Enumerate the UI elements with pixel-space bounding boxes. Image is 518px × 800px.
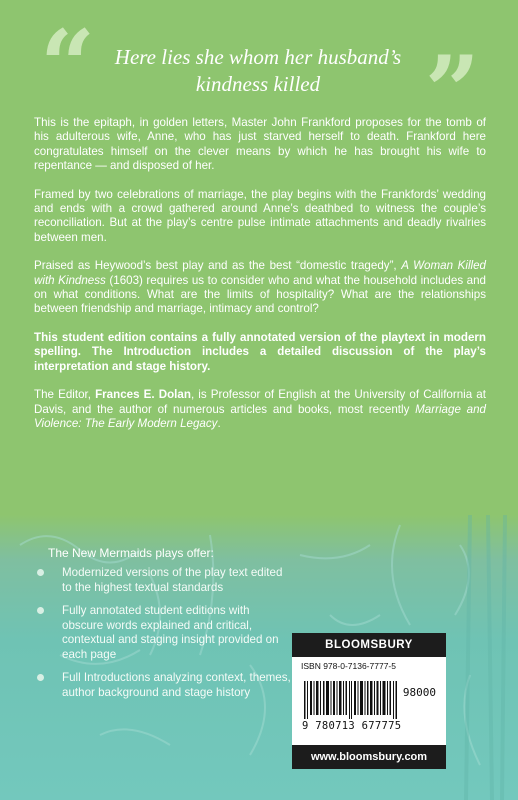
bullet-icon [37,569,44,576]
blurb [34,116,486,445]
list-item [34,671,294,700]
editor-text-start: The Editor, [34,388,96,402]
quote-line-1: Here lies she whom her husband’s [114,45,402,69]
list-item [34,604,294,662]
paragraph-epitaph: This is the epitaph, in golden letters, Master John Frankford proposes for the tomb of his adulterous wife, Anne, who has just starved herself to death. Frankford here congratulates himself on the clever means by which he has brought his wife to repentance — and disposed of her. [34,116,486,173]
paragraph-praise [34,259,486,317]
praise-text-start: Praised as Heywood’s best play and as the best “domestic tragedy”, [34,259,402,273]
offer-text: Modernized versions of the play text edited to the highest textual standards [62,566,283,594]
bullet-icon [37,607,44,614]
barcode-panel [292,633,446,769]
editor-text-end: . [217,416,221,430]
open-quote-icon: “ [40,9,96,122]
close-quote-icon: ” [424,35,480,148]
editor-book-title: Marriage and Violence: The Early Modern Legacy [34,402,486,430]
bullet-icon [37,674,44,681]
praise-text-end: (1603) requires us to consider who and what the household includes and on what conditions. What are the limits of hospitality? What are the relationships between friendship and marriage, intimacy and control? [34,273,486,316]
barcode-icon [304,681,400,719]
barcode-digits: 9 780713 677775 [302,720,402,732]
editor-text-middle: , is Professor of English at the University of California at Davis, and the author of numerous articles and books, most recently [34,388,486,416]
publisher-website: www.bloomsbury.com [292,745,446,769]
list-item [34,566,294,595]
editor-name: Frances E. Dolan [95,388,191,402]
paragraph-edition: This student edition contains a fully annotated version of the playtext in modern spelling. The Introduction includes a detailed discussion of the play’s interpretation and stage history. [34,330,486,373]
play-title: A Woman Killed with Kindness [34,259,486,287]
price-code: 98000 [402,686,436,699]
offers-heading: The New Mermaids plays offer: [48,546,214,560]
offers-list [34,566,294,709]
offer-text: Fully annotated student editions with obscure words explained and critical, contextual and staging insight provided on each page [62,604,279,661]
offer-text: Full Introductions analyzing context, themes, author background and stage history [62,671,291,699]
paragraph-marriage: Framed by two celebrations of marriage, the play begins with the Frankfords’ wedding and ends with a crowd gathered around Anne’s deathbed to witness the couple’s reconciliation. But at the play’s centre pulse intimate attachments and deadly rivalries between men. [34,187,486,244]
quote-text [98,44,418,98]
isbn-label: ISBN 978-0-7136-7777-5 [301,661,396,671]
publisher-name: BLOOMSBURY [292,633,446,657]
quote-line-2: kindness killed [195,72,321,96]
paragraph-editor [34,388,486,431]
